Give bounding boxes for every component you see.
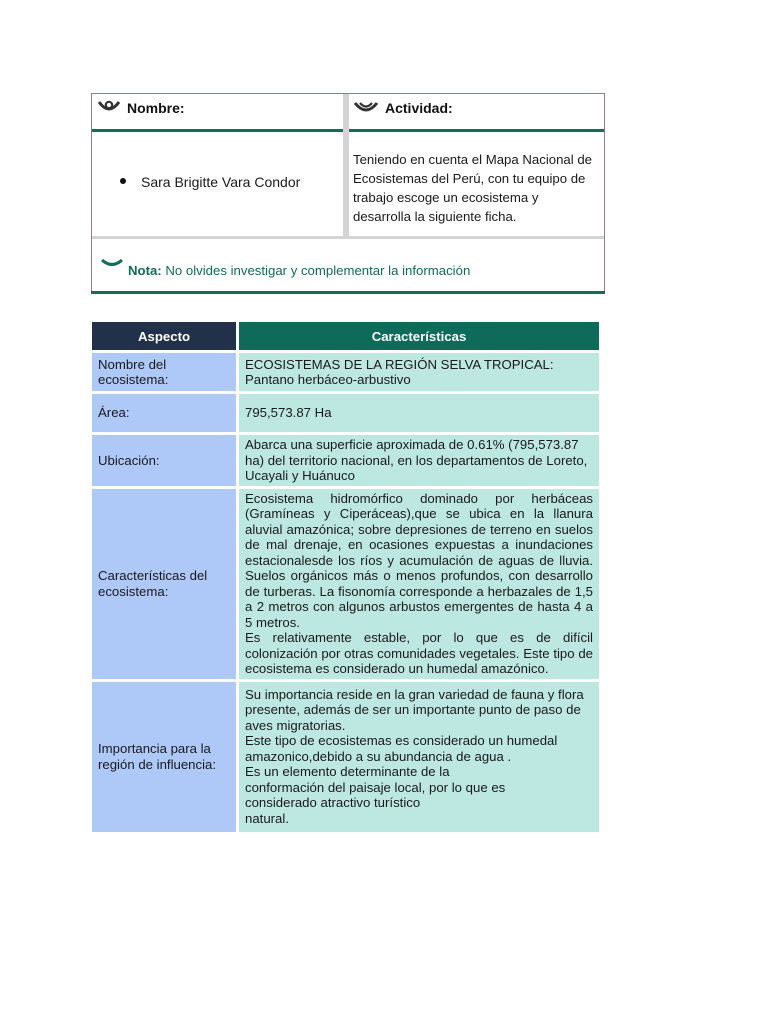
actividad-header [353,100,453,116]
table-row [92,435,599,486]
value-cell [239,353,599,391]
column-divider [343,94,349,239]
activity-icon [353,100,379,116]
value-line: natural. [245,810,289,826]
nombre-underline [92,129,343,132]
aspect-cell: Nombre del ecosistema: [92,353,236,391]
aspect-cell: Ubicación: [92,435,236,486]
value-line: Es relativamente estable, por lo que es de difícil colonización por otras comunidades vegetales. Este tipo de ecosistema es considerado un humedal amazónico. [245,630,593,676]
value-cell [239,682,599,832]
value-line: Su importancia reside en la gran variedad de fauna y flora presente, además de ser un importante punto de paso de aves migratorias. [245,686,584,733]
value-cell [239,394,599,432]
value-cell [239,489,599,679]
actividad-label: Actividad: [385,100,453,116]
table-row [92,353,599,391]
actividad-underline [349,129,604,132]
bullet-icon [120,178,126,184]
value-line: conformación del paisaje local, por lo que es [245,779,506,795]
note-icon [101,257,123,269]
note-line [128,263,470,278]
column-header-aspecto: Aspecto [92,322,236,350]
value-line: considerado atractivo turístico [245,795,421,811]
table-row [92,394,599,432]
value-line: Ecosistema hidromórfico dominado por herbáceas (Gramíneas y Ciperáceas),que se ubica en la llanura aluvial amazónica; sobre depresiones de terreno en suelos de mal drenaje, en ocasiones expuestas a inundaciones estacionalesde los ríos y acumulación de aguas de lluvia. Suelos orgánicos más o menos profundos, con desarrollo de turberas. La fisonomía corresponde a herbazales de 1,5 a 2 metros con algunos arbustos emergentes de hasta 4 a 5 metros. [245,490,593,630]
person-icon [97,100,121,116]
info-box-bottom-line [91,291,605,294]
aspect-cell: Importancia para la región de influencia: [92,682,236,832]
column-header-caracteristicas: Características [239,322,599,350]
value-line: Pantano herbáceo-arbustivo [245,372,411,387]
value-line: Abarca una superficie aproximada de 0.61% (795,573.87 ha) del territorio nacional, en los departamentos de Loreto, Ucayali y Huánuco [245,437,588,483]
nota-label: Nota: [128,263,162,278]
value-line: Este tipo de ecosistemas es considerado un humedal amazonico,debido a su abundancia de agua . [245,733,558,764]
nombre-header [97,100,185,116]
student-name-item [120,174,300,190]
row-divider [92,236,604,239]
student-name: Sara Brigitte Vara Condor [141,174,301,190]
value-cell [239,435,599,486]
nota-text: No olvides investigar y complementar la información [161,263,471,278]
value-line: Es un elemento determinante de la [245,764,450,780]
table-header-row [92,322,599,350]
nombre-label: Nombre: [127,100,185,116]
table-row [92,489,599,679]
value-line: ECOSISTEMAS DE LA REGIÓN SELVA TROPICAL: [245,356,554,372]
value-line: 795,573.87 Ha [245,405,332,421]
ecosystem-table [89,319,602,835]
activity-instructions: Teniendo en cuenta el Mapa Nacional de Ecosistemas del Perú, con tu equipo de trabajo escoge un ecosistema y desarrolla la siguiente ficha. [353,152,593,224]
aspect-cell: Área: [92,394,236,432]
table-row [92,682,599,832]
aspect-cell: Características del ecosistema: [92,489,236,679]
